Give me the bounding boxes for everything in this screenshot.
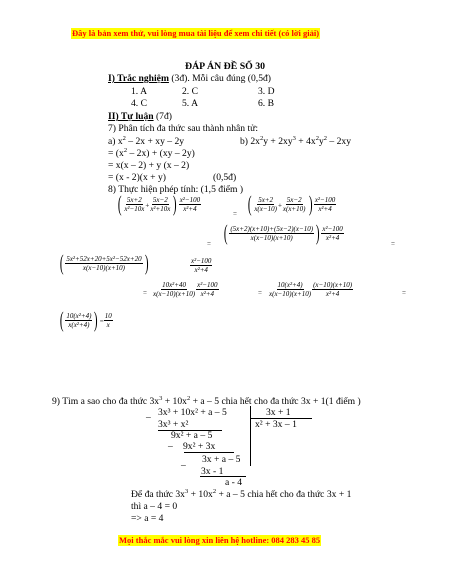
q7-a: a) $x^2 - 2x$ + xy – 2y [108, 134, 185, 147]
part2-heading: II) Tự luận [108, 111, 154, 122]
header-banner: Đây là bản xem thử, vui lòng mua tài liệu để xem chi tiết (có lời giải) [72, 28, 320, 38]
answer-6: 6. B [258, 98, 274, 109]
part1-heading: I) Trắc nghiệm [108, 73, 169, 84]
q7-a-label: a) x [108, 136, 123, 147]
q7-line-1: = $(x^2 - 2x) + (xy - 2y)$ [108, 146, 195, 159]
part2-heading-row [108, 111, 172, 122]
eq-sign: = [258, 289, 262, 297]
divisor: 3x + 1 [266, 407, 291, 418]
q8-expr-5: $\frac{\text{10x²+40}}{x(x-10)(x+10)}$ $\frac{\text{x²−100}}{\text{x²+4}}$ [153, 280, 218, 298]
eq-sign: = [391, 240, 395, 248]
footer-banner: Mọi thắc mắc vui lòng xin liên hệ hotline: 084 283 45 85 [119, 535, 321, 545]
conclusion-1-tail: chia hết cho đa thức 3x + 1 [244, 489, 352, 500]
minus-sign: – [168, 441, 173, 452]
q8-expr-1: ( $\frac{5x+2}{\text{x²−10x}}$ + $\frac{5x-2}{\text{x²+10x}}$ ) $\frac{\text{x²−100}}{\text{x²+4}}$ [117, 191, 201, 216]
page-title: ĐÁP ÁN ĐỀ SỐ 30 [185, 61, 266, 72]
step1-subtrahend: 3x³ + x² [158, 419, 189, 430]
quotient: x² + 3x – 1 [255, 419, 297, 430]
q7-line-2: = x(x – 2) + y (x – 2) [108, 160, 190, 171]
conclusion-2: thì a – 4 = 0 [131, 501, 178, 512]
part2-note: (7đ) [153, 111, 172, 122]
q8-expr-4b: $\frac{\text{x²−100}}{\text{x²+4}}$ [191, 256, 212, 274]
dividend: 3x³ + 10x² + a – 5 [158, 407, 227, 418]
answer-5: 5. A [182, 98, 198, 109]
answer-1: 1. A [131, 86, 147, 97]
answer-2: 2. C [182, 86, 198, 97]
step1-remainder: 9x² + a – 5 [171, 430, 213, 441]
eq-sign: = [207, 240, 211, 248]
q9-title-text: 9) Tìm a sao cho đa thức 3x [52, 396, 160, 407]
q7-line-1-a: = (x [108, 148, 124, 159]
minus-sign: – [146, 412, 151, 423]
step2-remainder: 3x + a – 5 [202, 454, 241, 465]
step2-subtrahend: 9x² + 3x [183, 441, 216, 452]
eq-sign: = [402, 289, 406, 297]
q7-line-3: = (x - 2)(x + y) [108, 172, 166, 183]
q8-title: 8) Thực hiện phép tính: (1,5 điểm ) [108, 184, 244, 195]
q8-expr-2: ( $\frac{5x+2}{x(x-10)}$ + $\frac{5x-2}{x(x+10)}$ ) $\frac{\text{x²−100}}{\text{x²+4}}$ [247, 191, 336, 216]
eq-sign: = [143, 289, 147, 297]
answer-3: 3. D [258, 86, 275, 97]
q8-expr-7: ( $\frac{\text{10(x²+4)}}{\text{x(x²+4)}}$ ) = $\frac{10}{x}$ [59, 307, 112, 332]
q7-title: 7) Phân tích đa thức sau thành nhân tử: [108, 123, 259, 134]
conclusion-1: Để đa thức $3x^3 + 10x^2 + a - 5$ chia hết cho đa thức 3x + 1 [131, 487, 352, 500]
q9-title: 9) Tìm a sao cho đa thức $3x^3 + 10x^2 + a - 5$ chia hết cho đa thức 3x + 1(1 điểm ) [52, 394, 361, 407]
q8-expr-3: ( $\frac{(5x+2)(x+10)+(5x-2)(x-10)}{x(x-10)(x+10)}$ ) $\frac{\text{x²−100}}{\text{x²+4}}$ [223, 220, 343, 245]
conclusion-1-text: Để đa thức 3x [131, 489, 185, 500]
q7-b-label: b) 2x [240, 136, 260, 147]
final-remainder: a - 4 [225, 477, 243, 488]
q7-a-expr: – 2x + xy – 2y [125, 136, 185, 147]
step2-line [184, 452, 234, 453]
answer-4: 4. C [131, 98, 147, 109]
minus-sign: – [181, 460, 186, 471]
eq-sign: = [233, 210, 237, 218]
division-vertical-line [250, 406, 251, 466]
q8-expr-6: $\frac{\text{10(x²+4)}}{x(x-10)(x+10)}$ $\frac{(x-10)(x+10)}{\text{x²+4}}$ [269, 280, 353, 298]
q7-score: (0,5đ) [213, 172, 237, 183]
q8-expr-4: ( $\frac{\text{5x²+52x+20+5x²−52x+20}}{x(x-10)(x+10)}$ ) [59, 250, 149, 275]
step3-subtrahend: 3x - 1 [201, 466, 224, 477]
part1-heading-row [108, 73, 271, 84]
conclusion-3: => a = 4 [131, 513, 164, 524]
q9-title-tail: chia hết cho đa thức 3x + 1(1 điểm ) [219, 396, 361, 407]
q7-line-1-b: – 2x) + (xy – 2y) [127, 148, 195, 159]
q7-b: b) $2x^2y + 2xy^3 + 4x^2y^2 - 2xy$ [240, 134, 351, 147]
part1-note: (3đ). Mỗi câu đúng (0,5đ) [168, 73, 271, 84]
